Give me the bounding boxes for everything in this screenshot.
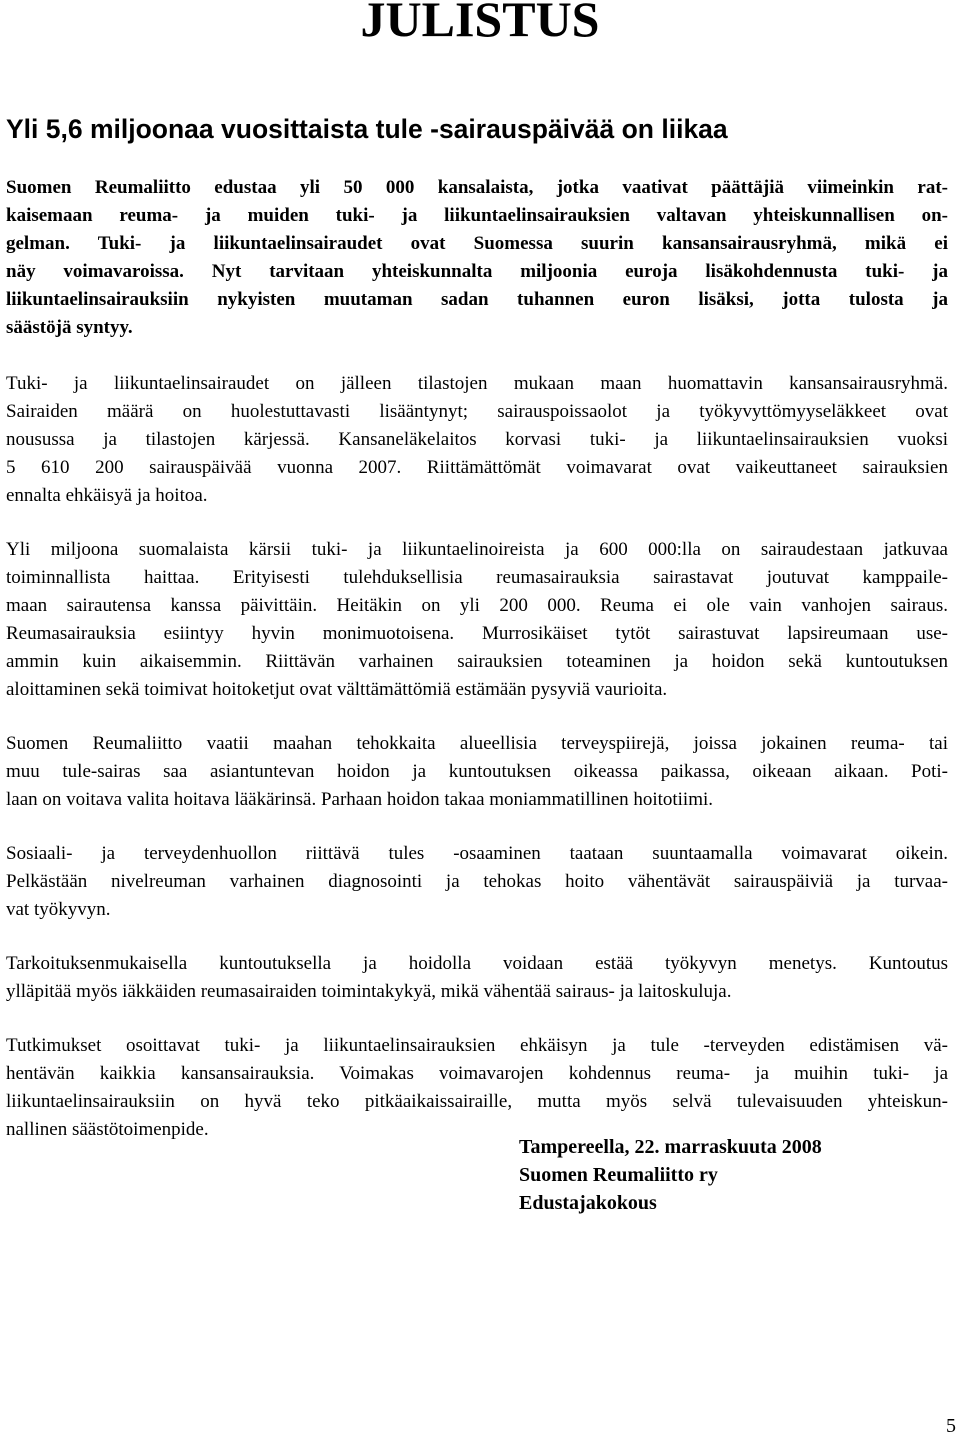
document-subtitle: Yli 5,6 miljoonaa vuosittaista tule -sairauspäivää on liikaa xyxy=(6,114,728,144)
signature-place-date: Tampereella, 22. marraskuuta 2008 xyxy=(519,1136,822,1158)
paragraph-line: muu tule-sairas saa asiantuntevan hoidon ja kuntoutuksen oikeassa paikassa, oikeaan aikaan. Poti- xyxy=(6,761,948,782)
body-paragraph xyxy=(6,840,948,924)
paragraph-line: näy voimavaroissa. Nyt tarvitaan yhteiskunnalta miljoonia euroja lisäkohdennusta tuki- ja xyxy=(6,261,948,282)
lead-paragraph xyxy=(6,174,948,342)
paragraph-line: Sosiaali- ja terveydenhuollon riittävä tules -osaaminen taataan suuntaamalla voimavarat oikein. xyxy=(6,843,948,864)
document-title: JULISTUS xyxy=(360,0,600,47)
paragraph-line: vat työkyvyn. xyxy=(6,899,111,920)
body-paragraph xyxy=(6,730,948,814)
page-number: 5 xyxy=(946,1415,956,1437)
paragraph-line: kaisemaan reuma- ja muiden tuki- ja liikuntaelinsairauksien valtavan yhteiskunnallisen on- xyxy=(6,205,948,226)
signature-organization: Suomen Reumaliitto ry xyxy=(519,1164,718,1186)
signature-block xyxy=(519,1133,822,1217)
body-paragraph xyxy=(6,536,948,704)
paragraph-line: Tuki- ja liikuntaelinsairaudet on jälleen tilastojen mukaan maan huomattavin kansansairausryhmä. xyxy=(6,373,948,394)
signature-body: Edustajakokous xyxy=(519,1192,657,1214)
paragraph-line: liikuntaelinsairauksiin on hyvä teko pitkäaikaissairaille, mutta myös selvä tulevaisuuden yhteiskun- xyxy=(6,1091,948,1112)
paragraph-line: nallinen säästötoimenpide. xyxy=(6,1119,209,1140)
paragraph-line: ammin kuin aikaisemmin. Riittävän varhainen sairauksien toteaminen ja hoidon sekä kuntoutuksen xyxy=(6,651,948,672)
paragraph-line: 5 610 200 sairauspäivää vuonna 2007. Riittämättömät voimavarat ovat vaikeuttaneet sairauksien xyxy=(6,457,948,478)
paragraph-line: ylläpitää myös iäkkäiden reumasairaiden toimintakykyä, mikä vähentää sairaus- ja laitoskuluja. xyxy=(6,981,732,1002)
body-paragraph xyxy=(6,370,948,510)
paragraph-line: Suomen Reumaliitto vaatii maahan tehokkaita alueellisia terveyspiirejä, joissa jokainen reuma- tai xyxy=(6,733,948,754)
paragraph-line: Tarkoituksenmukaisella kuntoutuksella ja hoidolla voidaan estää työkyvyn menetys. Kuntoutus xyxy=(6,953,948,974)
paragraph-line: gelman. Tuki- ja liikuntaelinsairaudet ovat Suomessa suurin kansansairausryhmä, mikä ei xyxy=(6,233,948,254)
paragraph-line: Pelkästään nivelreuman varhainen diagnosointi ja tehokas hoito vähentävät sairauspäiviä ja turvaa- xyxy=(6,871,948,892)
paragraph-line: nousussa ja tilastojen kärjessä. Kansaneläkelaitos korvasi tuki- ja liikuntaelinsairauksien vuoksi xyxy=(6,429,948,450)
paragraph-line: Reumasairauksia esiintyy hyvin monimuotoisena. Murrosikäiset tytöt sairastuvat lapsireumaan use- xyxy=(6,623,948,644)
paragraph-line: laan on voitava valita hoitava lääkärinsä. Parhaan hoidon takaa moniammatillinen hoitotiimi. xyxy=(6,789,714,810)
paragraph-line: aloittaminen sekä toimivat hoitoketjut ovat välttämättömiä estämään pysyviä vaurioita. xyxy=(6,679,668,700)
paragraph-line: Tutkimukset osoittavat tuki- ja liikuntaelinsairauksien ehkäisyn ja tule -terveyden edistämisen vä- xyxy=(6,1035,948,1056)
paragraph-line: toiminnallista haittaa. Erityisesti tulehduksellisia reumasairauksia sairastavat joutuvat kamppaile- xyxy=(6,567,948,588)
paragraph-line: liikuntaelinsairauksiin nykyisten muutaman sadan tuhannen euron lisäksi, jotta tulosta ja xyxy=(6,289,948,310)
paragraph-line: Yli miljoona suomalaista kärsii tuki- ja liikuntaelinoireista ja 600 000:lla on sairaudestaan jatkuvaa xyxy=(6,539,948,560)
document-body xyxy=(6,174,948,1170)
paragraph-line: säästöjä syntyy. xyxy=(6,317,133,338)
paragraph-line: ennalta ehkäisyä ja hoitoa. xyxy=(6,485,208,506)
paragraph-line: hentävän kaikkia kansansairauksia. Voimakas voimavarojen kohdennus reuma- ja muihin tuki- ja xyxy=(6,1063,948,1084)
paragraph-line: Suomen Reumaliitto edustaa yli 50 000 kansalaista, jotka vaativat päättäjiä viimeinkin rat- xyxy=(6,177,948,198)
paragraph-line: Sairaiden määrä on huolestuttavasti lisääntynyt; sairauspoissaolot ja työkyvyttömyyseläkkeet ovat xyxy=(6,401,948,422)
body-paragraph xyxy=(6,1032,948,1144)
body-paragraph xyxy=(6,950,948,1006)
paragraph-line: maan sairautensa kanssa päivittäin. Heitäkin on yli 200 000. Reuma ei ole vain vanhojen sairaus. xyxy=(6,595,948,616)
